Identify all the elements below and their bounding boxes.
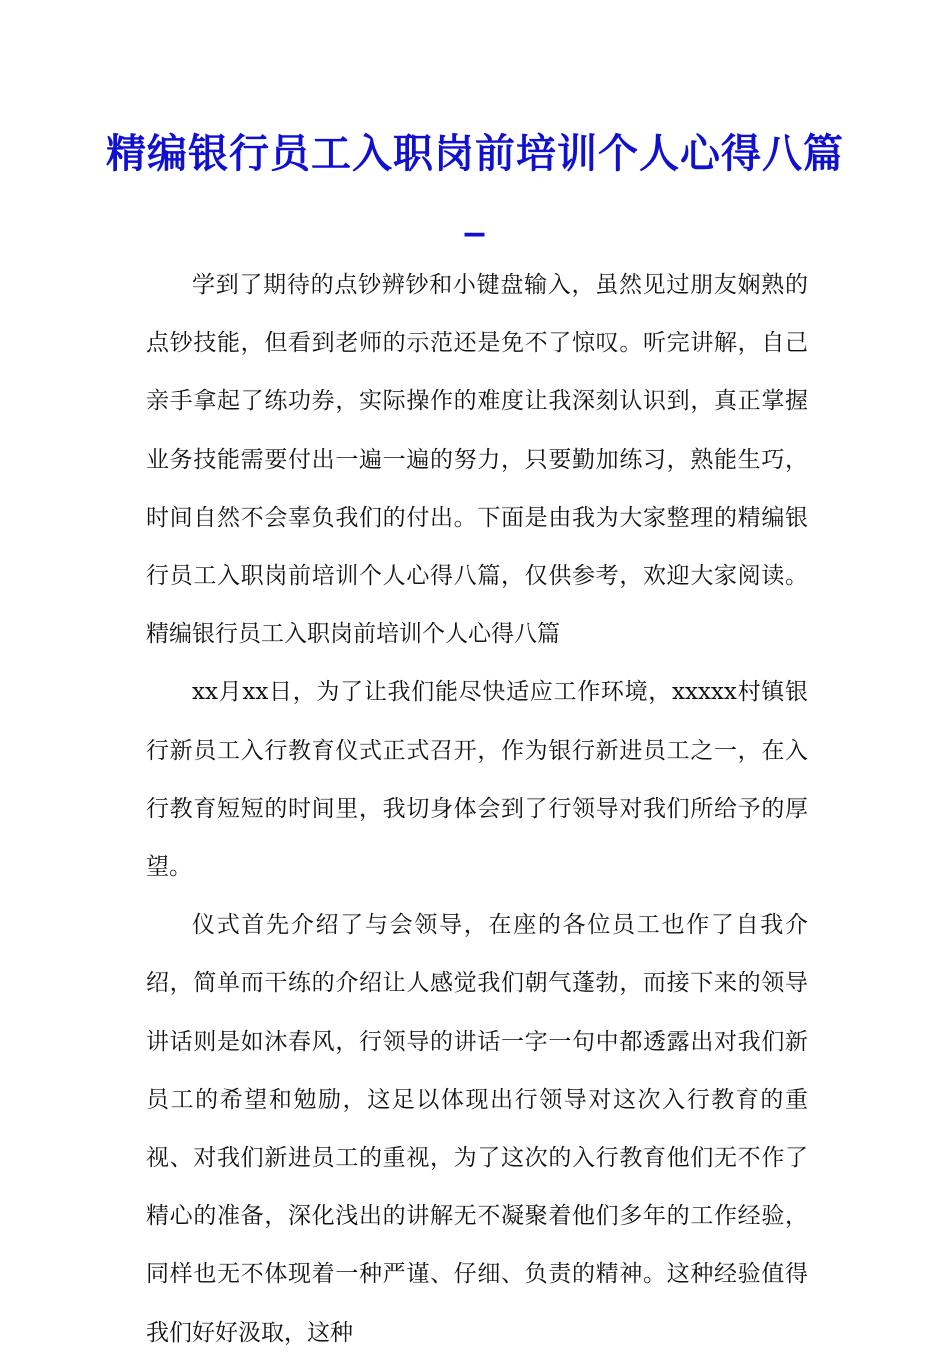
paragraph-3: 仪式首先介绍了与会领导，在座的各位员工也作了自我介绍，简单而干练的介绍让人感觉我们朝气蓬勃，而接下来的领导讲话则是如沐春风，行领导的讲话一字一句中都透露出对我们新员工的希望和勉励，这足以体现出行领导对这次入行教育的重视、对我们新进员工的重视，为了这次的入行教育他们无不作了精心的准备，深化浅出的讲解无不凝聚着他们多年的工作经验，同样也无不体现着一种严谨、仔细、负责的精神。这种经验值得我们好好汲取，这种 [146,912,808,1346]
document-body [146,256,808,1362]
paragraph-2: xx月xx日，为了让我们能尽快适应工作环境，xxxxx村镇银行新员工入行教育仪式正式召开，作为银行新进员工之一，在入行教育短短的时间里，我切身体会到了行领导对我们所给予的厚望。 [146,679,808,881]
paragraph-1: 学到了期待的点钞辨钞和小键盘输入，虽然见过朋友娴熟的点钞技能，但看到老师的示范还是免不了惊叹。听完讲解，自己亲手拿起了练功券，实际操作的难度让我深刻认识到，真正掌握业务技能需要付出一遍一遍的努力，只要勤加练习，熟能生巧，时间自然不会辜负我们的付出。下面是由我为大家整理的精编银行员工入职岗前培训个人心得八篇，仅供参考，欢迎大家阅读。精编银行员工入职岗前培训个人心得八篇 [146,272,808,648]
document-title: 精编银行员工入职岗前培训个人心得八篇_ [106,130,844,237]
